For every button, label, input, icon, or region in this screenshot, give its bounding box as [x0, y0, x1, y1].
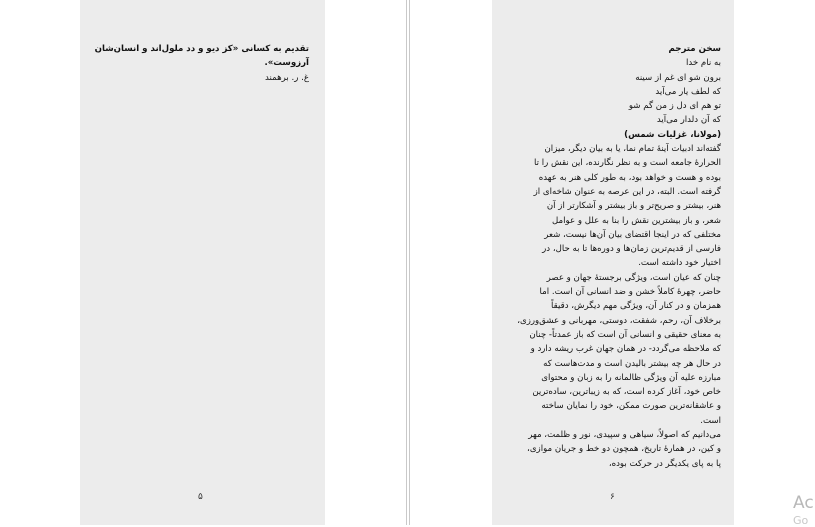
page-heading: سخن مترجم — [668, 44, 721, 54]
signature: غ. ر. برهمند — [265, 72, 309, 83]
body-line: خاص خود، آغاز کرده است، که به زیباترین، ساده‌ترین — [532, 387, 721, 398]
body-line: که ملاحظه می‌گردد- در همان جهان غرب ریشه دارد و — [530, 344, 721, 355]
page-divider — [409, 0, 410, 525]
body-line: و کین، در همارهٔ تاریخ، همچون دو خط و جریان موازی، — [527, 444, 721, 455]
body-line: بوده و هست و خواهد بود، به طور کلی هنر به عهده — [538, 172, 721, 183]
body-line: اختیار خود داشته است. — [638, 258, 721, 269]
translator-note — [491, 42, 721, 471]
body-line: شعر، و باز بیشترین نقش را بنا به علل و عوامل — [552, 215, 721, 226]
body-line: حاضر، چهرهٔ کاملاً خشن و ضد انسانی آن است. اما — [539, 287, 721, 298]
page-number: ۵ — [198, 492, 203, 502]
poem-line: برون شو ای غم از سینه — [635, 72, 721, 83]
dedication-line: تقدیم به کسانی «کز دیو و دد ملول‌اند و انسان‌شان — [94, 44, 309, 54]
page-divider — [406, 0, 407, 525]
dedication — [84, 42, 309, 85]
body-line: است. — [700, 415, 721, 426]
body-line: گفته‌اند ادبیات آینهٔ تمام نما، یا به بیان دیگر، میزان — [544, 144, 721, 155]
body-line: برخلاف آن، رحم، شفقت، دوستی، مهربانی و عشق‌ورزی، — [517, 315, 721, 326]
body-line: الحرارهٔ جامعه است و به نظر نگارنده، این نقش را تا — [534, 158, 721, 169]
body-line: فارسی از قدیم‌ترین زمان‌ها و دوره‌ها تا به حال، در — [542, 244, 721, 255]
body-line: مختلفی که در اینجا اقتضای بیان آن‌ها نیست، شعر — [544, 229, 721, 240]
poem-source: (مولانا، غزلیات شمس) — [624, 129, 721, 140]
body-line: چنان که عیان است، ویژگی برجستهٔ جهان و عصر — [546, 272, 721, 283]
body-line: می‌دانیم که اصولاً، سیاهی و سپیدی، نور و ظلمت، مهر — [528, 430, 721, 441]
body-line: به معنای حقیقی و انسانی آن است که باز عمدتاً- چنان — [529, 329, 721, 340]
activation-watermark: Ac — [793, 493, 814, 513]
body-line: هنر، بیشتر و صریح‌تر و باز بیشتر و آشکارتر از آن — [546, 201, 721, 212]
poem-line: تو هم ای دل ز من گم شو — [628, 101, 721, 112]
body-line: و عاشقانه‌ترین صورت ممکن، خود را نمایان ساخته — [541, 401, 721, 412]
left-page — [80, 0, 325, 525]
poem-line: که لطف یار می‌آید — [655, 86, 721, 97]
dedication-line: آرزوست». — [264, 58, 309, 69]
body-line: در حال هر چه بیشتر بالیدن است و مدت‌هاست که — [543, 358, 721, 369]
body-line: پا به پای یکدیگر در حرکت بوده، — [608, 458, 721, 469]
bismillah: به نام خدا — [685, 58, 721, 69]
activation-watermark-sub: Go — [793, 514, 809, 527]
page-number: ۶ — [610, 492, 615, 502]
body-line: مبارزه علیه آن ویژگی ظالمانه را به زبان و محتوای — [541, 372, 721, 383]
poem-line: که آن دلدار می‌آید — [656, 115, 721, 126]
body-line: گرفته است. البته، در این عرصه به عنوان شاخه‌ای از — [533, 186, 721, 197]
body-line: همزمان و در کنار آن، ویژگی مهم دیگرش، دقیقاً — [551, 301, 721, 312]
right-page — [492, 0, 734, 525]
